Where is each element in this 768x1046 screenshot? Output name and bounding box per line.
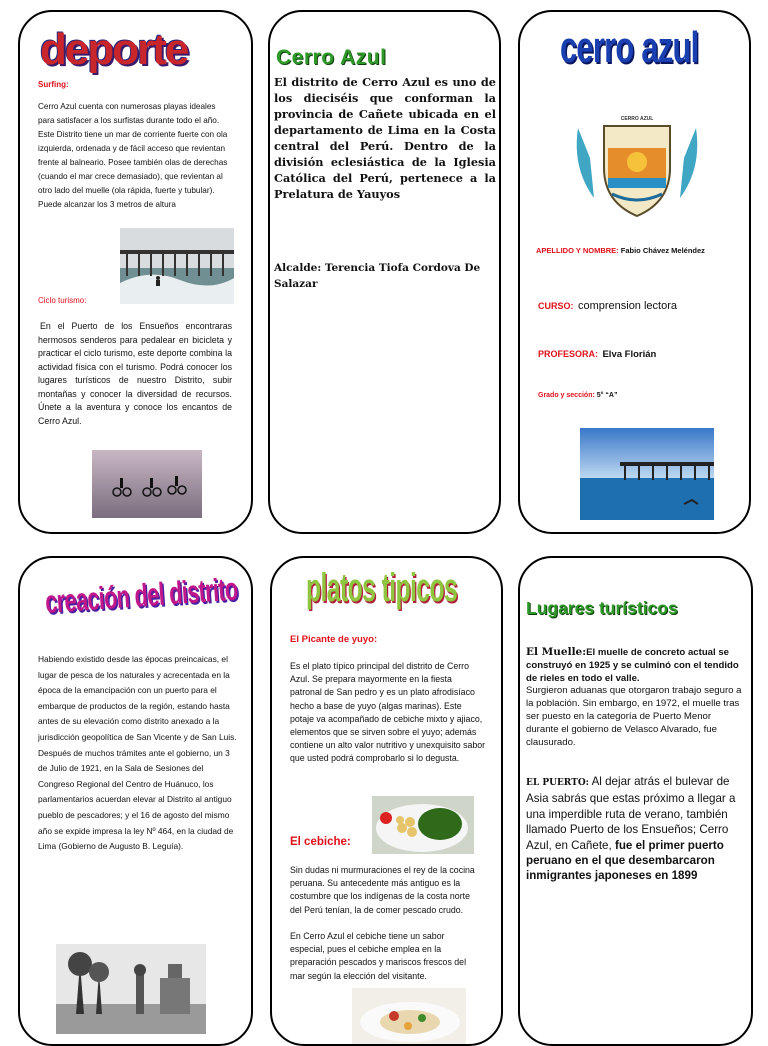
plaza-photo [56,944,206,1034]
grado-value: 5° “A” [596,392,618,399]
crest-emblem [572,98,702,226]
apellido-row [536,246,750,255]
plaza-photo-graphic [56,944,206,1034]
surfing-label: Surfing: [38,80,69,89]
platos-title: platos tipicos [306,566,458,610]
creacion-title: creación del distrito [44,570,239,620]
grado-label: Grado y sección: [538,392,595,399]
surfing-photo-graphic [120,228,234,304]
cebiche-photo-graphic [352,988,466,1044]
muelle-text: Surgieron aduanas que otorgaron trabajo seguro a la población. Sin embargo, en 1972, el muelle tras ser puesto en la categoría de Puerto Menor durante el gobierno de Velasco Alvarado, fue clausurado. [526,685,742,748]
muelle-label: El Muelle: [526,646,587,658]
crest-text: CERRO AZUL [620,116,654,122]
panel-deporte [18,10,253,534]
puerto-text: Al dejar atrás el bulevar de Asia sabrás que estas próximo a llegar a una imperdible ruta de verano, también llamado Puerto de los Ensueños; Cerro Azul, en Cañete, [526,775,736,852]
puerto-block [526,774,748,884]
intro-title: Cerro Azul [276,46,387,69]
profesora-label: PROFESORA: [538,349,599,359]
alcalde-text: Alcalde: Terencia Tiofa Cordova De Salazar [274,262,481,290]
panel-intro [268,10,501,534]
curso-row [538,296,748,314]
curso-value: comprension lectora [577,300,678,312]
picante-photo-graphic [372,796,474,854]
profesora-row [538,344,748,362]
cebiche-text-2: En Cerro Azul el cebiche tiene un sabor especial, pues el cebiche emplea en la preparación pescados y mariscos frescos del mar según la elección del visitante. [290,931,467,981]
cyclists-photo-graphic [92,450,202,518]
dolphin-left-icon [577,128,594,198]
picante-photo [372,796,474,854]
deporte-title: deporte [40,25,188,74]
surfing-text: Cerro Azul cuenta con numerosas playas ideales para satisfacer a los surfistas durante todo el año. Este Distrito tiene un mar de corriente fuerte con ola izquierda, ordenada y de fácil acceso que revientan frente al balneario. Posee también olas de derechas (cuando el mar crece demasiado), que revientan al otro lado del muelle (ola rápida, fuerte y tubular). Puede alcanzar los 3 metros de altura [38,102,228,209]
cyclists-photo [92,450,202,518]
cebiche-text-1: Sin dudas ni murmuraciones el rey de la cocina peruana. Su antecedente más antiguo es la costumbre que los indígenas de la costa norte del Perú tenían, la de comer pescado crudo. [290,865,475,915]
panel-cover [518,10,751,534]
picante-text: Es el plato típico principal del distrito de Cerro Azul. Se prepara mayormente en la fiesta patronal de San pedro y es un plato afrodisíaco hecho a base de yuyo (algas marinas). Este potaje va acompañado de cebiche mixto y ajiaco, elementos que se sirven sobre el yuyo; además contiene un alto valor nutritivo y unexquisito sabor que usted podrá comprobarlo si lo degusta. [290,661,486,764]
panel-lugares [518,556,753,1046]
cebiche-photo [352,988,466,1044]
profesora-value: Elva Florián [602,349,657,360]
apellido-label: APELLIDO Y NOMBRE: [536,246,619,255]
ciclo-text: En el Puerto de los Ensueños encontraras hermosos senderos para pedalear en bicicleta y practicar el ciclo turismo, este deporte combina la actividad física con el turismo. Podrá conocer los lugares turísticos de nuestro Distrito, subir montañas y conocer la diversidad de recursos. Únete a la aventura y conoce los encantos de Cerro Azul. [38,321,232,426]
grado-row [538,392,748,399]
ciclo-label: Ciclo turismo: [38,296,87,305]
curso-label: CURSO: [538,301,574,311]
muelle-bold-text: El muelle de concreto actual se construyó en 1925 y se culminó con el tendido de rieles en todo el valle. [526,647,739,684]
pier-photo-graphic [580,428,714,520]
apellido-value: Fabio Chávez Meléndez [620,246,705,255]
panel-creacion [18,556,253,1046]
puerto-label: EL PUERTO: [526,778,589,788]
muelle-block [526,646,746,749]
dolphin-right-icon [680,128,697,198]
cover-title: cerro azul [560,23,699,72]
pier-photo [580,428,714,520]
puerto-bold-text: fue el primer puerto peruano en el que desembarcaron inmigrantes japoneses en 1899 [526,838,724,883]
intro-paragraph: El distrito de Cerro Azul es uno de los dieciséis que conforman la provincia de Cañete ubicada en el departamento de Lima en la Costa central del Perú. Dentro de la división eclesiástica de la Iglesia Católica del Perú, pertenece a la Prelatura de Yauyos [274,75,496,201]
picante-label: El Picante de yuyo: [290,634,378,645]
cebiche-label: El cebiche: [290,836,351,848]
lugares-title: Lugares turísticos [526,598,678,618]
panel-platos [270,556,503,1046]
surfing-photo [120,228,234,304]
creacion-text: Habiendo existido desde las épocas preincaicas, el lugar de pesca de los naturales y acrecentada en la época de la emancipación con un puerto para el embarque de productos de la región, estando hasta antes de su elevación como distrito anexado a la jurisdicción geopolítica de San Vicente y de San Luis. Después de muchos trámites ante el gobierno, un 3 de Julio de 1921, en la Sala de Sesiones del Congreso Regional del Centro de Huánuco, los parlamentarios acuerdan elevar al Distrito al antiguo pueblo de pescadores; y el 16 de agosto del mismo año se expide impresa la ley Nº 464, en la ciudad de Lima (Gobierno de Augusto B. Leguía). [38,654,237,852]
